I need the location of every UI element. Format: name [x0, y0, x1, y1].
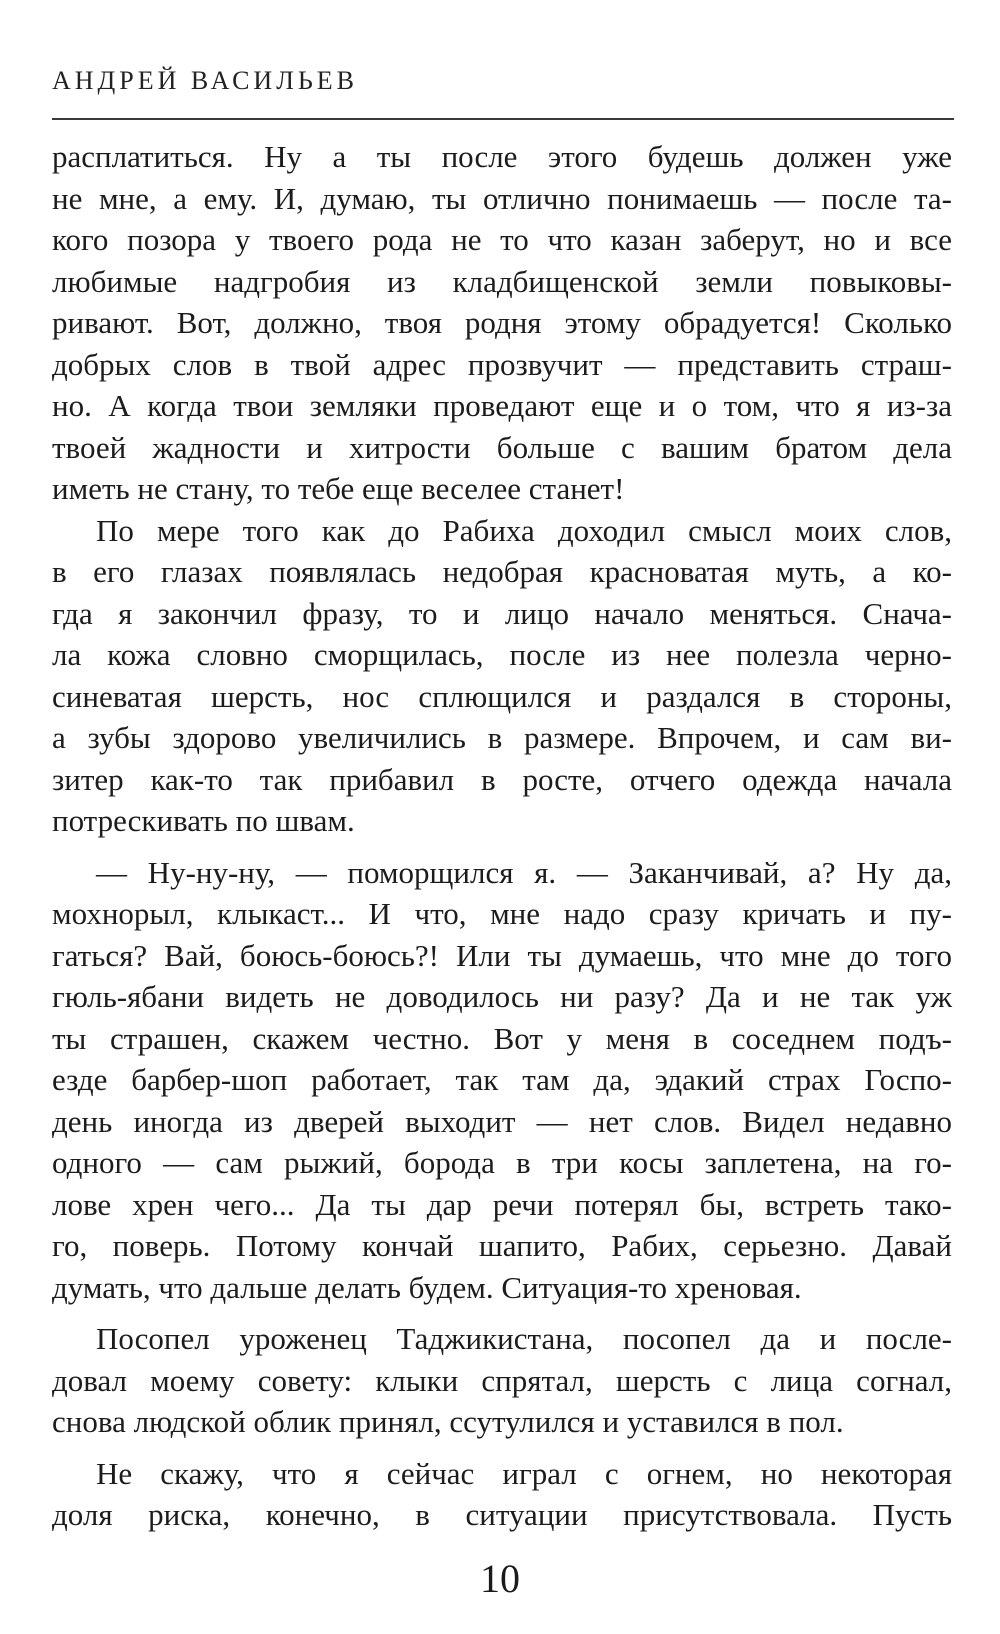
text-line: езде барбер-шоп работает, так там да, эдакий страх Госпо- — [52, 1062, 952, 1097]
text-line: твоей жадности и хитрости больше с вашим братом дела — [52, 429, 952, 465]
text-line: го, поверь. Потому кончай шапито, Рабих, серьезно. Давай — [52, 1228, 952, 1263]
text-line: ла кожа словно сморщилась, после из нее полезла черно- — [52, 637, 952, 672]
text-line: синеватая шерсть, нос сплющился и раздался в стороны, — [52, 678, 952, 714]
text-line: лове хрен чего... Да ты дар речи потерял бы, встреть тако- — [52, 1186, 952, 1222]
text-line: довал моему совету: клыки спрятал, шерсть с лица согнал, — [52, 1362, 952, 1398]
body-text — [52, 136, 952, 1536]
text-line: зитер как-то так прибавил в росте, отчего одежда начала — [52, 761, 952, 797]
text-line: По мере того как до Рабиха доходил смысл моих слов, — [96, 512, 952, 548]
text-line: кого позора у твоего рода не то что казан заберут, но и все — [52, 222, 952, 257]
text-line: любимые надгробия из кладбищенской земли повыковы- — [52, 263, 952, 299]
running-head: АНДРЕЙ ВАСИЛЬЕВ — [52, 66, 358, 95]
text-line: расплатиться. Ну а ты после этого будешь должен уже — [52, 139, 952, 174]
text-line: день иногда из дверей выходит — нет слов. Видел недавно — [52, 1103, 952, 1139]
paragraph — [52, 510, 952, 842]
text-line: гда я закончил фразу, то и лицо начало меняться. Сначa- — [52, 595, 952, 631]
page-number: 10 — [480, 1556, 520, 1601]
text-line: ты страшен, скажем честно. Вот у меня в соседнем подъ- — [52, 1020, 952, 1056]
text-line: одного — сам рыжий, борода в три косы заплетена, на го- — [52, 1145, 952, 1180]
text-line: гюль-ябани видеть не доводилось ни разу? Да и не так уж — [52, 979, 952, 1014]
text-line: гаться? Вай, боюсь-боюсь?! Или ты думаешь, что мне до того — [52, 937, 952, 973]
paragraph — [52, 1453, 952, 1536]
text-line: иметь не стану, то тебе еще веселее станет! — [52, 471, 625, 506]
text-line: ривают. Вот, должно, твоя родня этому обрадуется! Сколько — [52, 305, 952, 340]
text-line: но. А когда твои земляки проведают еще и о том, что я из-за — [52, 388, 952, 423]
text-line: Не скажу, что я сейчас играл с огнем, но некоторая — [96, 1455, 952, 1491]
text-line: снова людской облик принял, ссутулился и уставился в пол. — [52, 1404, 844, 1439]
text-line: потрескивать по швам. — [52, 803, 355, 838]
text-line: а зубы здорово увеличились в размере. Впрочем, и сам ви- — [52, 720, 952, 755]
text-line: думать, что дальше делать будем. Ситуация-то хреновая. — [52, 1269, 802, 1305]
text-line: в его глазах появлялась недобрая красноватая муть, а ко- — [52, 554, 952, 589]
text-line: доля риска, конечно, в ситуации присутствовала. Пусть — [52, 1497, 952, 1532]
paragraph — [52, 136, 952, 510]
paragraph — [52, 1318, 952, 1443]
text-line: добрых слов в твой адрес прозвучит — представить страш- — [52, 346, 952, 382]
paragraph — [52, 852, 952, 1309]
header-rule — [52, 118, 954, 120]
text-line: Посопел уроженец Таджикистана, посопел да и после- — [96, 1321, 952, 1356]
text-line: мохнорыл, клыкаст... И что, мне надо сразу кричать и пу- — [52, 896, 952, 931]
text-line: не мне, а ему. И, думаю, ты отлично понимаешь — после та- — [52, 180, 952, 216]
text-line: — Ну-ну-ну, — поморщился я. — Заканчивай, а? Ну да, — [96, 854, 952, 890]
